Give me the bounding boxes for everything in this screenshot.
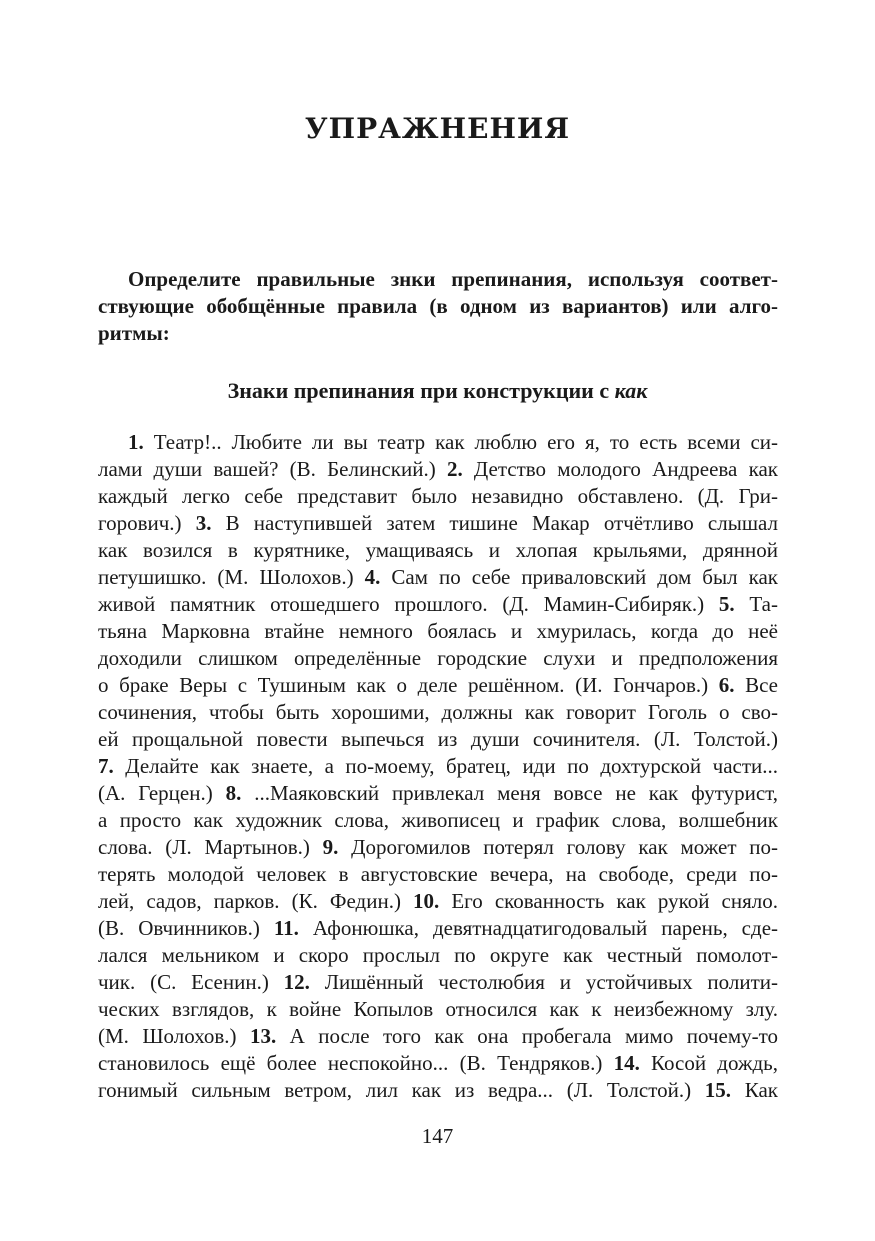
exercise-text-run: становилось ещё более неспокойно... (В. Тендряков.): [98, 1051, 614, 1075]
page-title: УПРАЖНЕНИЯ: [304, 112, 571, 145]
exercise-text-run: Дорогомилов потерял голову как может по-: [338, 835, 778, 859]
text-line: [98, 996, 778, 1023]
exercise-text-run: (А. Герцен.): [98, 781, 226, 805]
text-line: [98, 753, 778, 780]
exercise-text-run: лался мельником и скоро прослыл по округе как честный помолот-: [98, 943, 778, 967]
task-instruction: Определите правильные знки препинания, используя соответ- ствующие обобщённые правила (в одном из вариантов) или алго- ритмы:: [98, 267, 778, 345]
exercise-text-run: петушишко. (М. Шолохов.): [98, 565, 365, 589]
exercise-text-run: Делайте как знаете, а по-моему, братец, иди по дохтурской части...: [113, 754, 778, 778]
text-line: [98, 456, 778, 483]
text-line: [98, 1050, 778, 1077]
text-line: [98, 969, 778, 996]
exercise-number: 7.: [98, 754, 114, 778]
text-line: [98, 1077, 778, 1104]
exercise-text-run: чик. (С. Есенин.): [98, 970, 284, 994]
exercise-number: 15.: [704, 1078, 732, 1102]
text-line: [98, 564, 778, 591]
exercise-text-run: о браке Веры с Тушиным как о деле решённом. (И. Гончаров.): [98, 673, 719, 697]
exercise-number: 3.: [195, 511, 212, 535]
exercise-text-run: (М. Шолохов.): [98, 1024, 250, 1048]
exercise-text-run: живой памятник отошедшего прошлого. (Д. Мамин-Сибиряк.): [98, 592, 719, 616]
exercise-text-run: каждый легко себе представит было незавидно обставлено. (Д. Гри-: [98, 484, 778, 508]
exercise-number: 14.: [613, 1051, 640, 1075]
exercise-number: 6.: [718, 673, 735, 697]
section-heading-text: Знаки препинания при конструкции с: [227, 378, 615, 403]
exercise-number: 8.: [225, 781, 242, 805]
section-heading: [0, 378, 875, 404]
exercise-text-run: терять молодой человек в августовские вечера, на свободе, среди по-: [98, 862, 778, 886]
exercise-text-run: сочинения, чтобы быть хорошими, должны как говорит Гоголь о сво-: [98, 700, 778, 724]
exercise-number: 10.: [413, 889, 440, 913]
exercise-number: 4.: [364, 565, 381, 589]
exercise-text-run: ей прощальной повести выпечься из души сочинителя. (Л. Толстой.): [98, 727, 778, 751]
exercise-text-run: А после того как она пробегала мимо почему-то: [276, 1024, 778, 1048]
exercise-text-run: доходили слишком определённые городские слухи и предположения: [98, 646, 778, 670]
exercise-text-run: горович.): [98, 511, 196, 535]
text-line: [98, 726, 778, 753]
exercise-text: [98, 429, 778, 1104]
exercise-text-run: Сам по себе приваловский дом был как: [380, 565, 778, 589]
exercise-number: 9.: [322, 835, 339, 859]
text-line: [98, 510, 778, 537]
exercise-number: 1.: [128, 430, 144, 454]
text-line: [98, 591, 778, 618]
exercise-number: 11.: [273, 916, 299, 940]
exercise-number: 2.: [446, 457, 463, 481]
exercise-text-run: лей, садов, парков. (К. Федин.): [98, 889, 414, 913]
text-line: [98, 888, 778, 915]
section-heading-italic: как: [614, 378, 648, 403]
exercise-text-run: Косой дождь,: [639, 1051, 778, 1075]
exercise-text-run: лами души вашей? (В. Белинский.): [98, 457, 447, 481]
exercise-number: 13.: [249, 1024, 277, 1048]
exercise-text-run: Детство молодого Андреева как: [462, 457, 778, 481]
text-line: [98, 861, 778, 888]
exercise-text-run: слова. (Л. Мартынов.): [98, 835, 323, 859]
page-number: 147: [421, 1124, 454, 1148]
text-line: [98, 1023, 778, 1050]
text-line: [98, 780, 778, 807]
text-line: [98, 807, 778, 834]
text-line: [98, 942, 778, 969]
text-line: [98, 645, 778, 672]
exercise-text-run: Лишённый честолюбия и устойчивых полити-: [309, 970, 779, 994]
text-line: [98, 618, 778, 645]
exercise-text-run: Театр!.. Любите ли вы театр как люблю его я, то есть всеми си-: [143, 430, 778, 454]
exercise-text-run: Все: [734, 673, 778, 697]
exercise-text-run: (В. Овчинников.): [98, 916, 274, 940]
text-line: [98, 672, 778, 699]
text-line: [98, 483, 778, 510]
exercise-text-run: Та-: [734, 592, 779, 616]
text-line: [98, 915, 778, 942]
exercise-text-run: гонимый сильным ветром, лил как из ведра... (Л. Толстой.): [98, 1078, 705, 1102]
exercise-number: 5.: [718, 592, 735, 616]
exercise-text-run: ческих взглядов, к войне Копылов относился как к неизбежному злу.: [98, 997, 778, 1021]
text-line: [98, 834, 778, 861]
exercise-text-run: Его скованность как рукой сняло.: [439, 889, 778, 913]
exercise-number: 12.: [283, 970, 310, 994]
exercise-text-run: ...Маяковский привлекал меня вовсе не как футурист,: [241, 781, 778, 805]
exercise-text-run: а просто как художник слова, живописец и график слова, волшебник: [98, 808, 778, 832]
exercise-text-run: тьяна Марковна втайне немного боялась и хмурилась, когда до неё: [98, 619, 778, 643]
text-line: [98, 699, 778, 726]
text-line: [98, 429, 778, 456]
exercise-text-run: Как: [731, 1078, 778, 1102]
text-line: [98, 537, 778, 564]
exercise-text-run: как возился в курятнике, умащиваясь и хлопая крыльями, дрянной: [98, 538, 778, 562]
exercise-text-run: В наступившей затем тишине Макар отчётливо слышал: [211, 511, 778, 535]
exercise-text-run: Афонюшка, девятнадцатигодовалый парень, сде-: [298, 916, 779, 940]
